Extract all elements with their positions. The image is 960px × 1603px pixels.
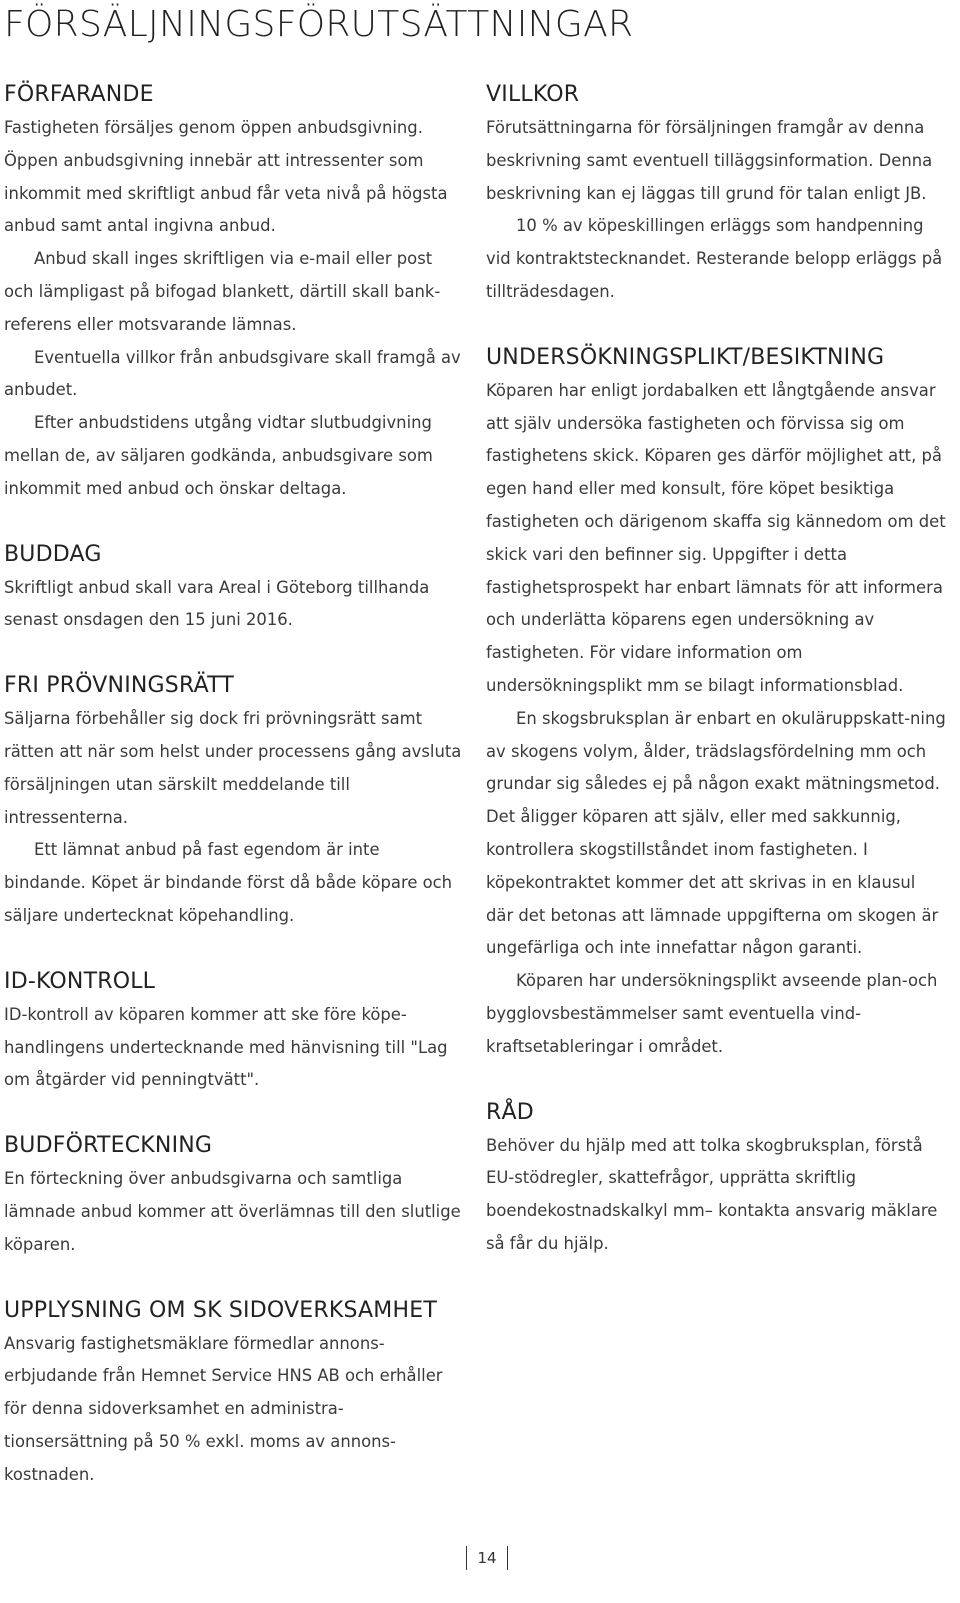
section-paragraph: Köparen har undersökningsplikt avseende plan-och bygglovsbestämmelser samt eventuella vind-kraftsetableringar i området. [486, 971, 938, 1056]
section-paragraph: Köparen har enligt jordabalken ett långtgående ansvar att själv undersöka fastigheten och förvissa sig om fastighetens skick. Köparen ges därför möjlighet att, på egen hand eller med konsult, före köpet besiktiga fastigheten och därigenom skaffa sig kännedom om det skick vari den befinner sig. Uppgifter i detta fastighetsprospekt har enbart lämnats för att informera och underlätta köparens egen undersökning av fastigheten. För vidare information om undersökningsplikt mm se bilagt informationsblad. [486, 380, 946, 695]
section-paragraph: En förteckning över anbudsgivarna och samtliga lämnade anbud kommer att överlämnas till den slutlige köparen. [4, 1169, 461, 1254]
section-heading: RÅD [486, 1099, 534, 1125]
section-undersokningsplikt [486, 341, 946, 1064]
section-heading: BUDDAG [4, 541, 102, 567]
section-heading: FRI PRÖVNINGSRÄTT [4, 673, 234, 699]
section-upplysning-sidoverksamhet [4, 1294, 466, 1492]
section-paragraph: Behöver du hjälp med att tolka skogbruksplan, förstå EU-stödregler, skattefrågor, upprätta skriftlig boendekostnadskalkyl mm– kontakta ansvarig mäklare så får du hjälp. [486, 1135, 938, 1253]
section-id-kontroll [4, 965, 466, 1097]
section-villkor [486, 78, 946, 309]
section-paragraph: Eventuella villkor från anbudsgivare skall framgå av anbudet. [4, 347, 461, 400]
section-paragraph: Skriftligt anbud skall vara Areal i Göteborg tillhanda senast onsdagen den 15 juni 2016. [4, 577, 430, 630]
section-heading: UNDERSÖKNINGSPLIKT/BESIKTNING [486, 344, 885, 370]
section-heading: FÖRFARANDE [4, 82, 154, 107]
section-paragraph: Ansvarig fastighetsmäklare förmedlar annons-erbjudande från Hemnet Service HNS AB och erhåller för denna sidoverksamhet en administra-tionsersättning på 50 % exkl. moms av annons-kostnaden. [4, 1333, 443, 1484]
section-budforteckning [4, 1129, 466, 1261]
section-heading: VILLKOR [486, 82, 580, 107]
section-heading: UPPLYSNING OM SK SIDOVERKSAMHET [4, 1297, 437, 1323]
page-number: 14 [466, 1546, 508, 1570]
section-rad [486, 1096, 946, 1261]
section-paragraph: ID-kontroll av köparen kommer att ske före köpe-handlingens undertecknande med hänvisning till "Lag om åtgärder vid penningtvätt". [4, 1004, 448, 1090]
section-paragraph: 10 % av köpeskillingen erläggs som handpenning vid kontraktstecknandet. Resterande belopp erläggs på tillträdesdagen. [486, 216, 943, 301]
section-paragraph: Anbud skall inges skriftligen via e-mail eller post och lämpligast på bifogad blankett, därtill skall bank-referens eller motsvarande lämnas. [4, 249, 441, 334]
section-paragraph: Ett lämnat anbud på fast egendom är inte bindande. Köpet är bindande först då både köpare och säljare undertecknat köpehandling. [4, 840, 453, 925]
section-paragraph: Säljarna förbehåller sig dock fri prövningsrätt samt rätten att när som helst under processens gång avsluta försäljningen utan särskilt meddelande till intressenterna. [4, 709, 462, 827]
section-paragraph: En skogsbruksplan är enbart en okuläruppskatt-ning av skogens volym, ålder, trädslagsfördelning mm och grundar sig således ej på någon exakt mätningsmetod. Det åligger köparen att själv, eller med sakkunnig, kontrollera skogstillståndet inom fastigheten. I köpekontraktet kommer det att skrivas in en klausul där det betonas att lämnade uppgifterna om skogen är ungefärliga och inte innefattar någon garanti. [486, 708, 946, 958]
section-heading: BUDFÖRTECKNING [4, 1133, 213, 1159]
page-title: FÖRSÄLJNINGSFÖRUTSÄTTNINGAR [4, 4, 634, 45]
left-column [4, 78, 466, 1492]
section-buddag [4, 538, 466, 638]
section-paragraph: Förutsättningarna för försäljningen framgår av denna beskrivning samt eventuell tilläggsinformation. Denna beskrivning kan ej läggas till grund för talan enligt JB. [486, 118, 933, 203]
section-forfarande [4, 78, 466, 506]
section-fri-provningsratt [4, 669, 466, 933]
section-paragraph: Efter anbudstidens utgång vidtar slutbudgivning mellan de, av säljaren godkända, anbudsgivare som inkommit med anbud och önskar deltaga. [4, 413, 433, 498]
section-paragraph: Fastigheten försäljes genom öppen anbudsgivning. Öppen anbudsgivning innebär att intressenter som inkommit med skriftligt anbud får veta nivå på högsta anbud samt antal ingivna anbud. [4, 118, 448, 236]
section-heading: ID-KONTROLL [4, 968, 156, 994]
right-column [486, 78, 946, 1261]
